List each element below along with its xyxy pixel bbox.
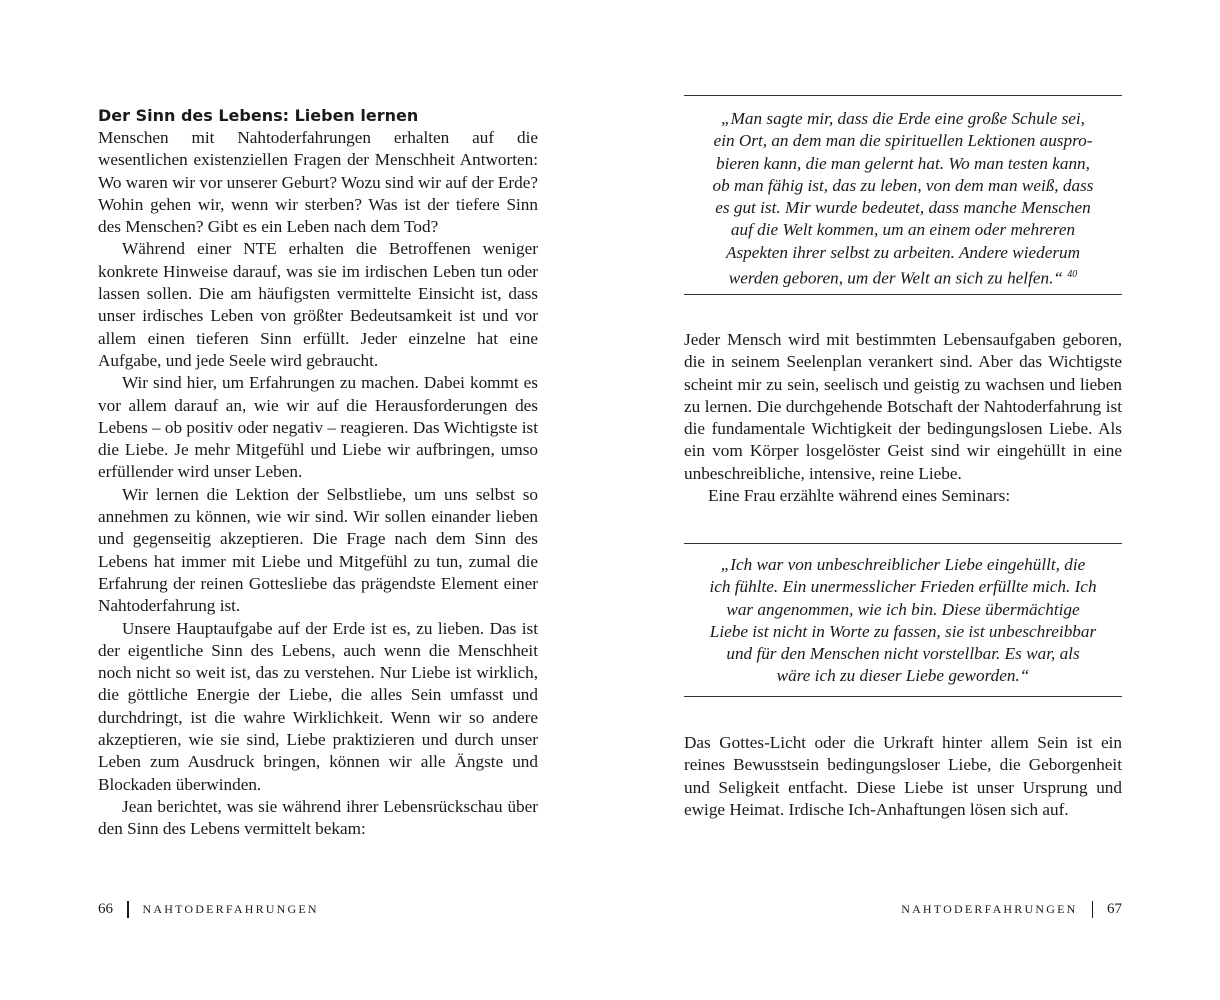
- quote-line: war angenommen, wie ich bin. Diese übermächtige: [726, 599, 1080, 619]
- quote-line: „Ich war von unbeschreiblicher Liebe eingehüllt, die: [720, 555, 1086, 574]
- quote-line: ein Ort, an dem man die spirituellen Lektionen auspro-: [713, 131, 1093, 151]
- paragraph: Wir lernen die Lektion der Selbstliebe, um uns selbst so annehmen zu können, wie wir sind. Wir sollen einander lieben und gegenseitig akzeptieren. Die Frage nach dem Sinn des Lebens hat immer mit Liebe und Mitgefühl zu tun, zumal die Erfahrung der reinen Gottesliebe das prägendste Element einer Nahtoderfahrung ist.: [98, 484, 538, 616]
- quote-line: und für den Menschen nicht vorstellbar. Es war, als: [726, 644, 1080, 664]
- right-body-text-2: [684, 732, 1122, 821]
- page-number: 66: [98, 901, 113, 917]
- paragraph: Während einer NTE erhalten die Betroffenen weniger konkrete Hinweise darauf, was sie im irdischen Leben tun oder lassen sollen. Die am häufigsten vermittelte Einsicht ist, dass unser irdisches Leben von größter Bedeutsamkeit ist und vor allem einen tieferen Sinn erfüllt. Jeder einzelne hat eine Aufgabe, und jede Seele wird gebraucht.: [98, 239, 538, 370]
- block-quote: [684, 543, 1122, 697]
- block-quote: [684, 95, 1122, 295]
- right-page: [610, 0, 1220, 1000]
- quote-line: Aspekten ihrer selbst zu arbeiten. Andere wiederum: [725, 242, 1081, 262]
- paragraph: Eine Frau erzählte während eines Seminars:: [708, 486, 1011, 506]
- paragraph: Wir sind hier, um Erfahrungen zu machen. Dabei kommt es vor allem darauf an, wie wir auf die Herausforderungen des Lebens – ob positiv oder negativ – reagieren. Das Wichtigste ist die Liebe. Je mehr Mitgefühl und Liebe wir aufbringen, umso erfüllender wird unser Leben.: [98, 373, 538, 482]
- quote-line: bieren kann, die man gelernt hat. Wo man testen kann,: [716, 153, 1090, 173]
- quote-line-last: [704, 264, 1102, 290]
- left-body-text: [98, 127, 538, 841]
- running-head: NAHTODERFAHRUNGEN: [901, 902, 1078, 916]
- section-heading: Der Sinn des Lebens: Lieben lernen: [98, 106, 419, 125]
- paragraph: Jeder Mensch wird mit bestimmten Lebensaufgaben geboren, die in seinem Seelenplan verankert sind. Aber das Wichtigste scheint mir zu sein, seelisch und geistig zu wachsen und lieben zu lernen. Die durchgehende Botschaft der Nahtoderfahrung ist die fundamentale Wichtigkeit der bedingungslosen Liebe. Als ein vom Körper losgelöster Geist sind wir eingehüllt in eine unbeschreibliche, intensive, reine Liebe.: [684, 330, 1122, 483]
- quote-line: auf die Welt kommen, um an einem oder mehreren: [730, 220, 1076, 240]
- page-footer-left: [98, 898, 319, 920]
- quote-line: Liebe ist nicht in Worte zu fassen, sie ist unbeschreibbar: [709, 621, 1097, 641]
- right-body-text-1: [684, 329, 1122, 507]
- quote-line: wäre ich zu dieser Liebe geworden.“: [776, 666, 1030, 686]
- folio-divider: [1092, 901, 1094, 918]
- page-footer-right: [901, 898, 1122, 920]
- quote-line: „Man sagte mir, dass die Erde eine große Schule sei,: [721, 109, 1085, 128]
- paragraph: Unsere Hauptaufgabe auf der Erde ist es, zu lieben. Das ist der eigentliche Sinn des Lebens, auch wenn die Menschheit noch nicht so weit ist, das zu verstehen. Nur Liebe ist wirklich, die göttliche Energie der Liebe, die alles Sein umfasst und durchdringt, ist die wahre Wirklichkeit. Wenn wir so andere akzeptieren, wie sie sind, Liebe praktizieren und durch unser Leben zum Ausdruck bringen, können wir alle Ängste und Blockaden überwinden.: [98, 618, 538, 794]
- paragraph: Menschen mit Nahtoderfahrungen erhalten auf die wesentlichen existenziellen Fragen der Menschheit Antworten: Wo waren wir vor unserer Geburt? Wozu sind wir auf der Erde? Wohin gehen wir, wenn wir sterben? Was ist der tiefere Sinn des Menschen? Gibt es ein Leben nach dem Tod?: [98, 128, 538, 237]
- quote-line: ob man fähig ist, das zu leben, von dem man weiß, dass: [712, 175, 1094, 195]
- paragraph: Jean berichtet, was sie während ihrer Lebensrückschau über den Sinn des Lebens vermittelt bekam:: [98, 796, 538, 839]
- quote-line: ich fühlte. Ein unermesslicher Frieden erfüllte mich. Ich: [709, 577, 1097, 597]
- paragraph: Das Gottes-Licht oder die Urkraft hinter allem Sein ist ein reines Bewusstsein bedingungsloser Liebe, die Geborgenheit und Seligkeit entfacht. Diese Liebe ist unser Ursprung und ewige Heimat. Irdische Ich-Anhaftungen lösen sich auf.: [684, 733, 1122, 819]
- footnote-marker: 40: [1067, 269, 1078, 281]
- page-number: 67: [1107, 901, 1122, 917]
- quote-line-text: werden geboren, um der Welt an sich zu helfen.“: [728, 268, 1063, 288]
- folio-divider: [127, 901, 129, 918]
- running-head: NAHTODERFAHRUNGEN: [142, 902, 319, 916]
- quote-line: es gut ist. Mir wurde bedeutet, dass manche Menschen: [715, 198, 1091, 218]
